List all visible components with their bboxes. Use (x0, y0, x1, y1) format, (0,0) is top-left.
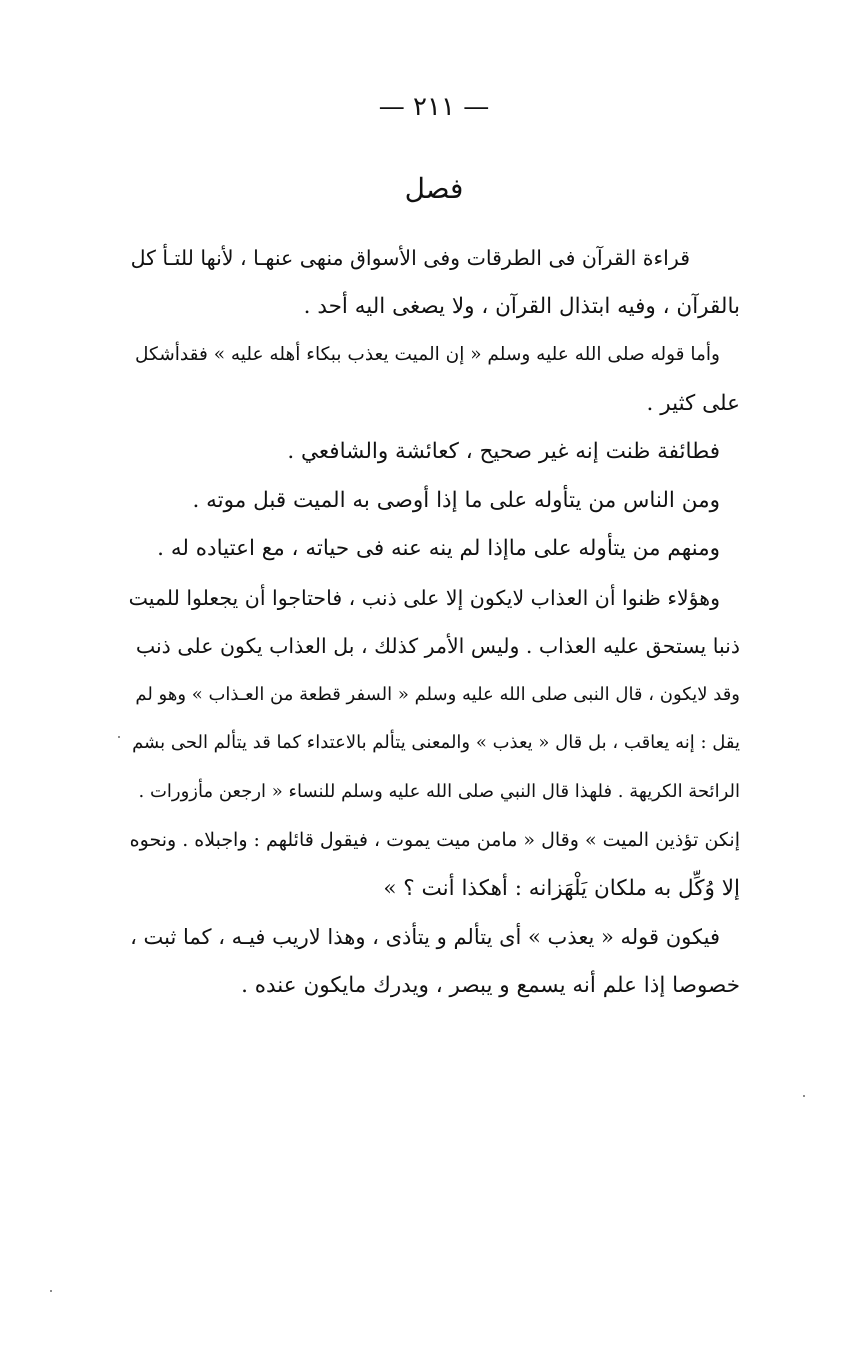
text-line-12: الرائحة الكريهة . فلهذا قال النبي صلى الله عليه وسلم للنساء « ارجعن مأزورات . (138, 780, 740, 802)
scan-speck (803, 1095, 805, 1097)
scan-speck (50, 1290, 52, 1292)
text-line-9: ذنبا يستحق عليه العذاب . وليس الأمر كذلك ، بل العذاب يكون على ذنب (135, 634, 740, 658)
text-line-2: بالقرآن ، وفيه ابتذال القرآن ، ولا يصغى اليه أحد . (303, 293, 740, 319)
text-line-6: ومن الناس من يتأوله على ما إذا أوصى به الميت قبل موته . (192, 487, 720, 513)
text-line-1: قراءة القرآن فى الطرقات وفى الأسواق منهى عنهـا ، لأنها للتـأ كل (130, 246, 690, 270)
body-text (128, 234, 740, 1010)
text-line-13: إنكن تؤذين الميت » وقال « مامن ميت يموت ، فيقول قائلهم : واجبلاه . ونحوه (129, 829, 740, 851)
section-heading: فصل (404, 172, 464, 205)
scan-speck (118, 736, 120, 738)
text-line-4: على كثير . (646, 390, 740, 416)
page-number: — ٢١١ — (378, 92, 490, 122)
text-line-5: فطائفة ظنت إنه غير صحيح ، كعائشة والشافعي . (287, 439, 720, 464)
text-line-16: خصوصا إذا علم أنه يسمع و يبصر ، ويدرك مايكون عنده . (241, 972, 740, 998)
text-line-3: وأما قوله صلى الله عليه وسلم « إن الميت يعذب ببكاء أهله عليه » فقدأشكل (135, 344, 720, 365)
text-line-7: ومنهم من يتأوله على ماإذا لم ينه عنه فى حياته ، مع اعتياده له . (157, 536, 720, 561)
text-line-14: إلا وُكِّل به ملكان يَلْهَزانه : أهكذا أنت ؟ » (383, 875, 740, 901)
text-line-11: يقل : إنه يعاقب ، بل قال « يعذب » والمعنى يتألم بالاعتداء كما قد يتألم الحى بشم (132, 732, 740, 753)
text-line-8: وهؤلاء ظنوا أن العذاب لايكون إلا على ذنب ، فاحتاجوا أن يجعلوا للميت (128, 585, 720, 610)
text-line-10: وقد لايكون ، قال النبى صلى الله عليه وسلم « السفر قطعة من العـذاب » وهو لم (135, 683, 740, 705)
text-line-15: فيكون قوله « يعذب » أى يتألم و يتأذى ، وهذا لاريب فيـه ، كما ثبت ، (130, 925, 720, 949)
